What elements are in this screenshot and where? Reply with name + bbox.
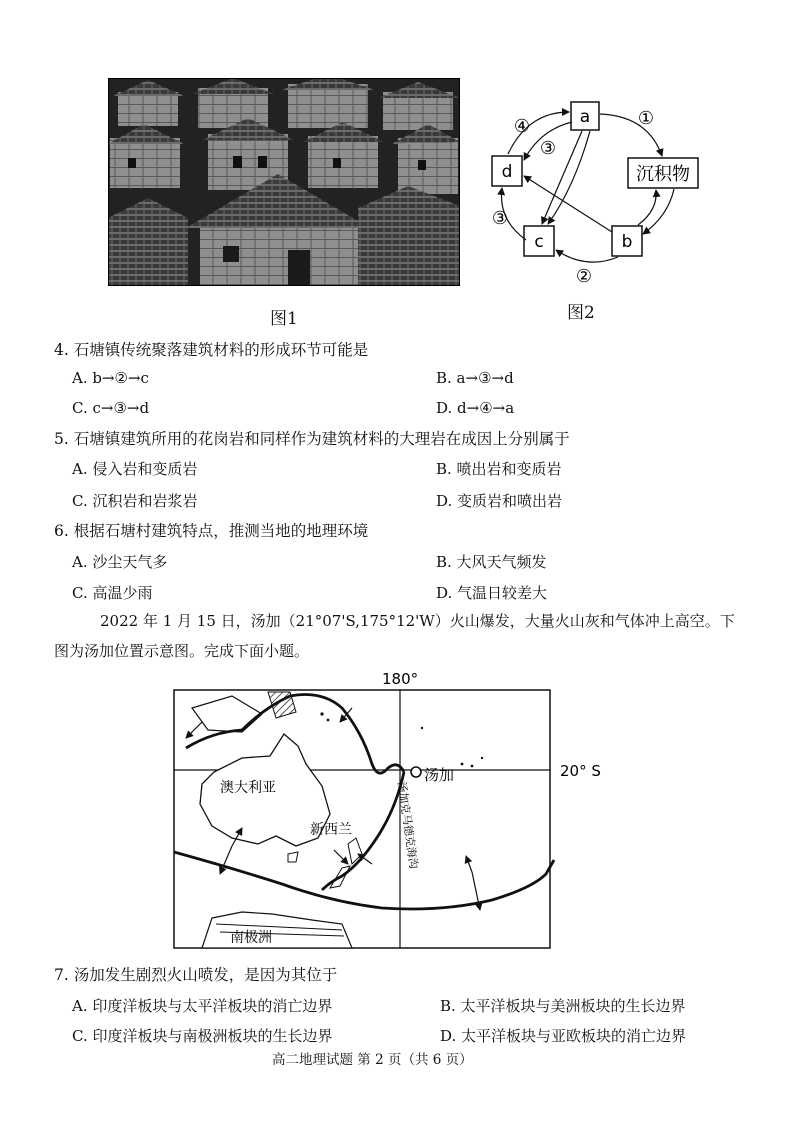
parallel-label: 20° S xyxy=(560,762,601,780)
island-dot xyxy=(461,763,464,766)
australia-label: 澳大利亚 xyxy=(220,780,276,796)
meridian-label: 180° xyxy=(382,670,419,688)
island-dot xyxy=(421,727,423,729)
trench-label: 汤加克马德克海沟 xyxy=(395,780,421,870)
antarctica-label: 南极洲 xyxy=(230,930,272,946)
question-5-option-d[interactable]: D. 变质岩和喷出岩 xyxy=(436,492,563,510)
tasmania xyxy=(288,852,298,862)
node-d-label: d xyxy=(501,162,513,182)
page-footer: 高二地理试题 第 2 页（共 6 页） xyxy=(272,1052,473,1068)
node-sediment-label: 沉积物 xyxy=(636,164,690,185)
question-5-option-a[interactable]: A. 侵入岩和变质岩 xyxy=(72,460,198,478)
figure-2-caption: 图2 xyxy=(567,303,595,323)
question-4-option-b[interactable]: B. a→③→d xyxy=(436,369,514,387)
figure-1-caption: 图1 xyxy=(270,309,298,329)
label-four: ④ xyxy=(513,116,531,137)
label-three-top: ③ xyxy=(539,138,557,159)
map-svg xyxy=(172,668,602,954)
intro-line-2: 图为汤加位置示意图。完成下面小题。 xyxy=(54,642,310,660)
question-4-stem: 4. 石塘镇传统聚落建筑材料的形成环节可能是 xyxy=(54,341,369,359)
node-a-label: a xyxy=(579,107,591,127)
island-dot xyxy=(327,719,330,722)
rock-cycle-diagram xyxy=(478,92,708,292)
new-zealand-label: 新西兰 xyxy=(310,822,352,838)
question-4-option-a[interactable]: A. b→②→c xyxy=(72,369,149,387)
tonga-location-map xyxy=(172,668,602,954)
figure-1-photo xyxy=(108,78,460,286)
stone-village-illustration xyxy=(108,78,460,286)
figure-2-rock-cycle xyxy=(478,92,708,292)
arrow-b-to-d xyxy=(524,176,612,232)
question-6-option-d[interactable]: D. 气温日较差大 xyxy=(436,584,548,602)
island-dot xyxy=(320,712,323,715)
island-dot xyxy=(481,757,483,759)
intro-line-1: 2022 年 1 月 15 日，汤加（21°07'S,175°12'W）火山爆发，大量火山灰和气体冲上高空。下 xyxy=(100,612,735,630)
question-5-option-b[interactable]: B. 喷出岩和变质岩 xyxy=(436,460,562,478)
question-7-option-b[interactable]: B. 太平洋板块与美洲板块的生长边界 xyxy=(440,997,686,1015)
question-6-option-c[interactable]: C. 高温少雨 xyxy=(72,584,153,602)
label-three-left: ③ xyxy=(491,208,509,229)
question-6-option-b[interactable]: B. 大风天气频发 xyxy=(436,553,547,571)
question-6-stem: 6. 根据石塘村建筑特点，推测当地的地理环境 xyxy=(54,522,369,540)
island-dot xyxy=(471,765,474,768)
question-4-option-c[interactable]: C. c→③→d xyxy=(72,399,150,417)
question-6-option-a[interactable]: A. 沙尘天气多 xyxy=(72,553,168,571)
question-4-option-d[interactable]: D. d→④→a xyxy=(436,399,515,417)
question-5-stem: 5. 石塘镇建筑所用的花岗岩和同样作为建筑材料的大理岩在成因上分别属于 xyxy=(54,430,570,448)
question-5-option-c[interactable]: C. 沉积岩和岩浆岩 xyxy=(72,492,198,510)
question-7-option-c[interactable]: C. 印度洋板块与南极洲板块的生长边界 xyxy=(72,1027,333,1045)
label-two: ② xyxy=(575,266,593,287)
arrow-b-to-sediment xyxy=(638,190,656,225)
question-7-stem: 7. 汤加发生剧烈火山喷发，是因为其位于 xyxy=(54,966,338,984)
question-7-option-a[interactable]: A. 印度洋板块与太平洋板块的消亡边界 xyxy=(72,997,333,1015)
question-7-option-d[interactable]: D. 太平洋板块与亚欧板块的消亡边界 xyxy=(440,1027,687,1045)
arrow-sediment-to-b xyxy=(643,189,674,234)
node-b-label: b xyxy=(621,232,633,252)
label-one: ① xyxy=(637,108,655,129)
node-c-label: c xyxy=(534,232,544,252)
tonga-marker xyxy=(411,767,421,777)
arrow-b-to-c xyxy=(556,250,618,262)
tonga-label: 汤加 xyxy=(424,766,455,784)
